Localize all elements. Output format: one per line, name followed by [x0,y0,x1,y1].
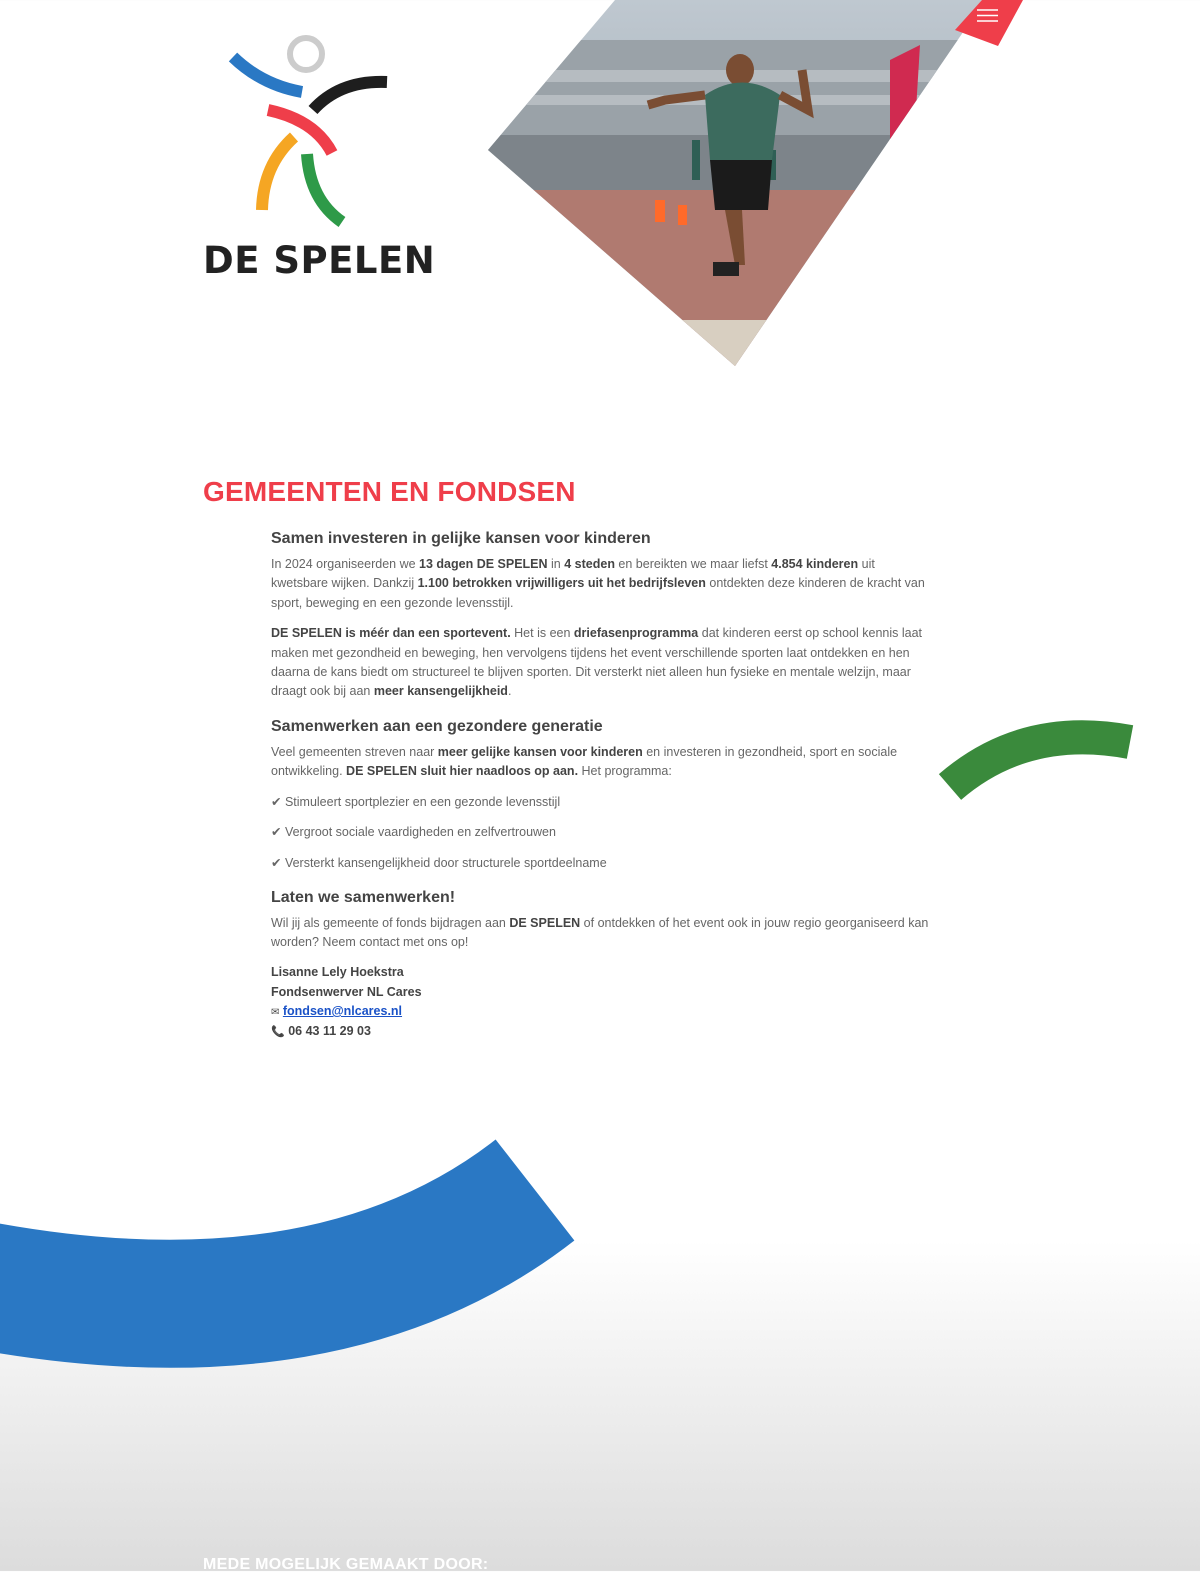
paragraph: DE SPELEN is méér dan een sportevent. Het is een driefasenprogramma dat kinderen eerst op school kennis laat maken met gezondheid en beweging, hen vervolgens tijdens het event verschillende sporten laat ontdekken en hen daarna de kans biedt om structureel te blijven sporten. Dit versterkt niet alleen hun fysieke en mentale welzijn, maar draagt ook bij aan meer kansengelijkheid. [271,626,923,699]
decorative-arc-green [930,712,1150,812]
mail-icon: ✉ [271,1007,280,1019]
contact-role: Fondsenwerver NL Cares [271,984,422,999]
logo-head [290,38,322,70]
section-heading: Samen investeren in gelijke kansen voor kinderen [271,530,651,547]
contact-phone: 06 43 11 29 03 [288,1024,371,1039]
menu-button[interactable] [955,0,1025,46]
check-item: ✔ Versterkt kansengelijkheid door structurele sportdeelname [271,855,607,870]
logo-leg-green [307,154,342,222]
hero-photo [480,0,1040,380]
page-title: GEMEENTEN EN FONDSEN [203,476,576,507]
logo-wordmark: DE SPELEN [203,239,436,282]
paragraph: Veel gemeenten streven naar meer gelijke kansen voor kinderen en investeren in gezondheid, sport en sociale ontwikkeling. DE SPELEN sluit hier naadloos op aan. Het programma: [271,744,898,779]
section-heading: Samenwerken aan een gezondere generatie [271,717,603,735]
section-heading: Laten we samenwerken! [271,888,456,906]
paragraph: Wil jij als gemeente of fonds bijdragen aan DE SPELEN of ontdekken of het event ook in jouw regio georganiseerd kan worden? Neem contact met ons op! [271,915,929,950]
logo-leg-yellow [262,137,294,210]
contact-email-link[interactable]: fondsen@nlcares.nl [282,1004,403,1019]
main-content [271,530,931,1043]
logo-arm-black [313,82,387,110]
contact-block [271,963,931,1042]
paragraph: In 2024 organiseerden we 13 dagen DE SPELEN in 4 steden en bereikten we maar liefst 4.854 kinderen uit kwetsbare wijken. Dankzij 1.100 betrokken vrijwilligers uit het bedrijfsleven ontdekten deze kinderen de kracht van sport, beweging en een gezonde levensstijl. [271,557,925,610]
phone-icon: 📞 [271,1026,285,1039]
contact-name: Lisanne Lely Hoekstra [271,965,404,980]
check-item: ✔ Vergroot sociale vaardigheden en zelfvertrouwen [271,825,556,840]
decorative-arc-blue [0,1130,590,1390]
check-item: ✔ Stimuleert sportplezier en een gezonde levensstijl [271,794,561,809]
footer-label: MEDE MOGELIJK GEMAAKT DOOR: [203,1556,489,1573]
